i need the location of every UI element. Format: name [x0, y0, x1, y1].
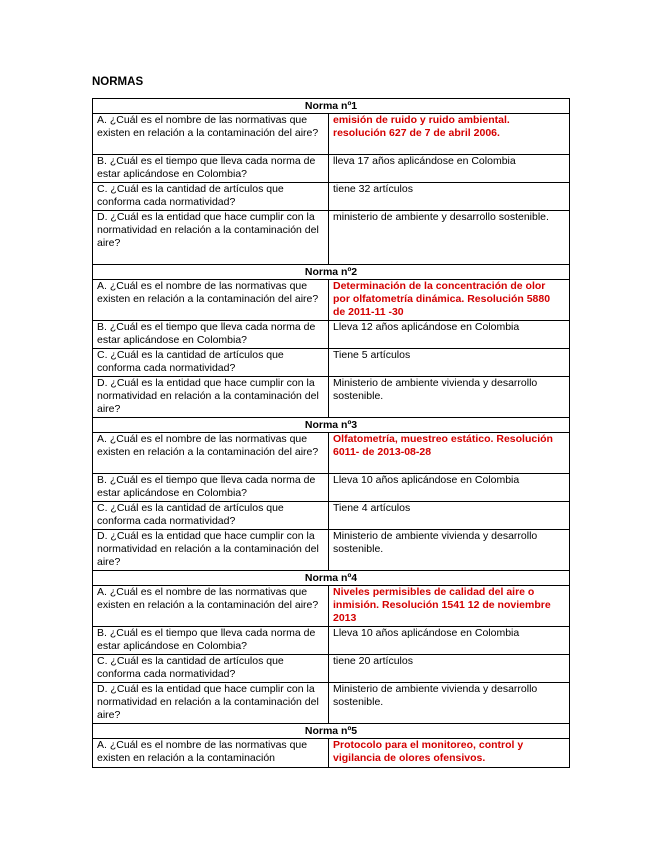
answer-cell: Tiene 4 artículos — [329, 502, 570, 530]
question-cell: D. ¿Cuál es la entidad que hace cumplir con la normatividad en relación a la contaminación del aire? — [93, 530, 329, 571]
table-row — [93, 114, 570, 155]
table-row — [93, 211, 570, 265]
table-row — [93, 377, 570, 418]
question-cell: A. ¿Cuál es el nombre de las normativas que existen en relación a la contaminación — [93, 739, 329, 768]
table-row — [93, 280, 570, 321]
norms-table — [92, 98, 570, 768]
answer-cell: tiene 20 artículos — [329, 655, 570, 683]
question-cell: D. ¿Cuál es la entidad que hace cumplir con la normatividad en relación a la contaminación del aire? — [93, 211, 329, 265]
question-cell: C. ¿Cuál es la cantidad de artículos que conforma cada normatividad? — [93, 349, 329, 377]
question-cell: A. ¿Cuál es el nombre de las normativas que existen en relación a la contaminación del aire? — [93, 586, 329, 627]
table-row — [93, 586, 570, 627]
table-row — [93, 183, 570, 211]
norm-header-row — [93, 571, 570, 586]
table-row — [93, 474, 570, 502]
answer-cell: Olfatometría, muestreo estático. Resolución 6011- de 2013-08-28 — [329, 433, 570, 474]
answer-cell: Protocolo para el monitoreo, control y vigilancia de olores ofensivos. — [329, 739, 570, 768]
table-row — [93, 530, 570, 571]
norm-header-row — [93, 265, 570, 280]
question-cell: C. ¿Cuál es la cantidad de artículos que conforma cada normatividad? — [93, 655, 329, 683]
norm-3-header: Norma nº3 — [93, 418, 570, 433]
question-cell: C. ¿Cuál es la cantidad de artículos que conforma cada normatividad? — [93, 183, 329, 211]
answer-cell: Lleva 10 años aplicándose en Colombia — [329, 474, 570, 502]
norm-4-header: Norma nº4 — [93, 571, 570, 586]
answer-cell: emisión de ruido y ruido ambiental. resolución 627 de 7 de abril 2006. — [329, 114, 570, 155]
answer-cell: Ministerio de ambiente vivienda y desarrollo sostenible. — [329, 377, 570, 418]
document-title: NORMAS — [92, 76, 144, 88]
question-cell: B. ¿Cuál es el tiempo que lleva cada norma de estar aplicándose en Colombia? — [93, 474, 329, 502]
answer-cell: lleva 17 años aplicándose en Colombia — [329, 155, 570, 183]
norm-5-header: Norma nº5 — [93, 724, 570, 739]
answer-cell: Ministerio de ambiente vivienda y desarrollo sostenible. — [329, 683, 570, 724]
question-cell: B. ¿Cuál es el tiempo que lleva cada norma de estar aplicándose en Colombia? — [93, 321, 329, 349]
norm-2-header: Norma nº2 — [93, 265, 570, 280]
norm-header-row — [93, 724, 570, 739]
answer-cell: Ministerio de ambiente vivienda y desarrollo sostenible. — [329, 530, 570, 571]
table-row — [93, 739, 570, 768]
answer-cell: tiene 32 artículos — [329, 183, 570, 211]
table-row — [93, 321, 570, 349]
answer-cell: Lleva 10 años aplicándose en Colombia — [329, 627, 570, 655]
answer-cell: Lleva 12 años aplicándose en Colombia — [329, 321, 570, 349]
norm-1-header: Norma nº1 — [93, 99, 570, 114]
question-cell: C. ¿Cuál es la cantidad de artículos que conforma cada normatividad? — [93, 502, 329, 530]
table-row — [93, 502, 570, 530]
question-cell: B. ¿Cuál es el tiempo que lleva cada norma de estar aplicándose en Colombia? — [93, 627, 329, 655]
question-cell: A. ¿Cuál es el nombre de las normativas que existen en relación a la contaminación del aire? — [93, 433, 329, 474]
question-cell: D. ¿Cuál es la entidad que hace cumplir con la normatividad en relación a la contaminación del aire? — [93, 683, 329, 724]
table-row — [93, 655, 570, 683]
question-cell: D. ¿Cuál es la entidad que hace cumplir con la normatividad en relación a la contaminación del aire? — [93, 377, 329, 418]
question-cell: A. ¿Cuál es el nombre de las normativas que existen en relación a la contaminación del aire? — [93, 114, 329, 155]
answer-cell: Determinación de la concentración de olor por olfatometría dinámica. Resolución 5880 de 2011-11 -30 — [329, 280, 570, 321]
norm-header-row — [93, 99, 570, 114]
answer-cell: Niveles permisibles de calidad del aire o inmisión. Resolución 1541 12 de noviembre 2013 — [329, 586, 570, 627]
question-cell: A. ¿Cuál es el nombre de las normativas que existen en relación a la contaminación del aire? — [93, 280, 329, 321]
table-row — [93, 627, 570, 655]
table-row — [93, 155, 570, 183]
answer-cell: ministerio de ambiente y desarrollo sostenible. — [329, 211, 570, 265]
answer-cell: Tiene 5 artículos — [329, 349, 570, 377]
table-row — [93, 349, 570, 377]
norm-header-row — [93, 418, 570, 433]
table-row — [93, 683, 570, 724]
question-cell: B. ¿Cuál es el tiempo que lleva cada norma de estar aplicándose en Colombia? — [93, 155, 329, 183]
table-row — [93, 433, 570, 474]
